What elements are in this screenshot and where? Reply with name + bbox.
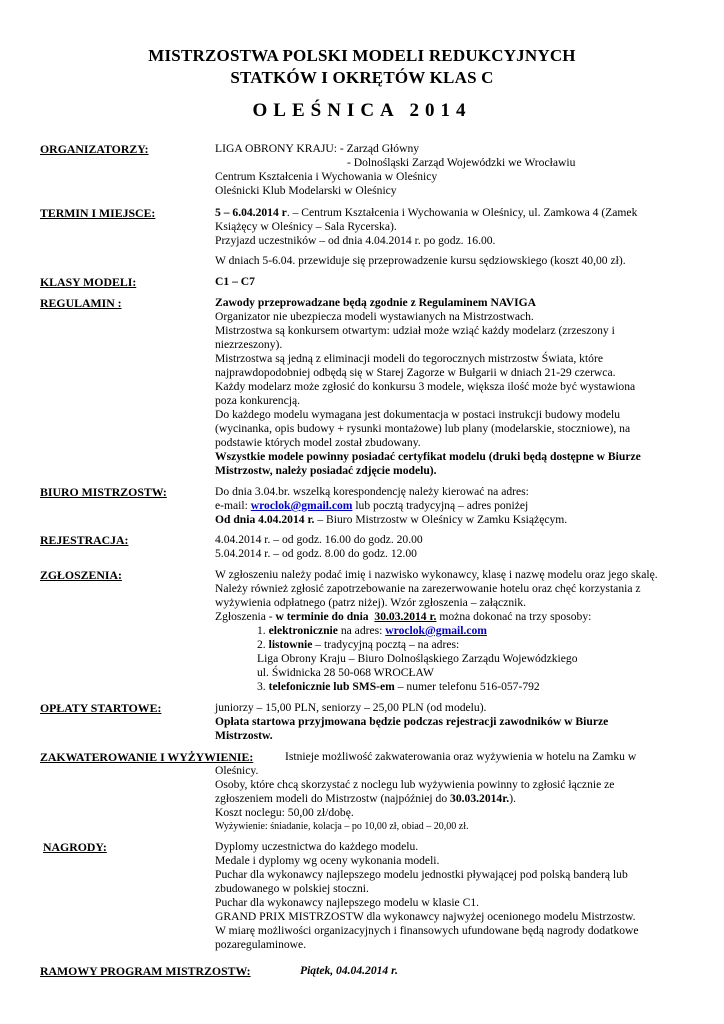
method-2-title: listownie bbox=[268, 638, 313, 651]
accommodation-line-4 bbox=[215, 792, 516, 806]
accommodation-line-1: Istnieje możliwość zakwaterowania oraz wyżywienia w hotelu na Zamku w bbox=[285, 750, 637, 763]
awards-line: Puchar dla wykonawcy najlepszego modelu w klasie C1. bbox=[215, 896, 480, 909]
fees-line-2: Opłata startowa przyjmowana będzie podczas rejestracji zawodników w Biurze bbox=[215, 715, 609, 728]
postal-address-line-1: Liga Obrony Kraju – Biuro Dolnośląskiego Zarządu Wojewódzkiego bbox=[257, 652, 578, 665]
awards-line: Puchar dla wykonawcy najlepszego modelu jednostki pływającej pod polską banderą lub bbox=[215, 868, 628, 881]
program-label: RAMOWY PROGRAM MISTRZOSTW: bbox=[40, 964, 251, 978]
fees-label: OPŁATY STARTOWE: bbox=[40, 701, 162, 715]
applications-line-1: W zgłoszeniu należy podać imię i nazwisko wykonawcy, klasę i nazwę modelu oraz jego skalę. bbox=[215, 568, 658, 581]
fees-line-1: juniorzy – 15,00 PLN, seniorzy – 25,00 PLN (od modelu). bbox=[215, 701, 487, 714]
applications-line-3: wyżywienia odpłatnego (patrz niżej). Wzór zgłoszenia – załącznik. bbox=[215, 596, 527, 609]
method-1-email-link[interactable]: wroclok@gmail.com bbox=[385, 624, 487, 637]
term-line-4: W dniach 5-6.04. przewiduje się przeprowadzenie kursu sędziowskiego (koszt 40,00 zł). bbox=[215, 254, 626, 267]
registration-line-1: 4.04.2014 r. – od godz. 16.00 do godz. 20.00 bbox=[215, 533, 423, 546]
term-line-2: Książęcy w Oleśnicy – Sala Rycerska). bbox=[215, 220, 397, 233]
accommodation-deadline: 30.03.2014r. bbox=[450, 792, 510, 805]
applications-deadline-label: w terminie do dnia bbox=[275, 610, 369, 623]
method-1 bbox=[257, 624, 487, 638]
rules-line: Do każdego modelu wymagana jest dokumentacja w postaci instrukcji budowy modelu bbox=[215, 408, 621, 421]
rules-line: podstawie których model został zbudowany. bbox=[215, 436, 421, 449]
applications-line-4-pre: Zgłoszenia - bbox=[215, 610, 276, 623]
postal-address-line-2: ul. Świdnicka 28 50-068 WROCŁAW bbox=[257, 666, 434, 679]
applications-line-4 bbox=[215, 610, 591, 624]
organizers-line-1: LIGA OBRONY KRAJU: - Zarząd Główny bbox=[215, 142, 420, 155]
office-line-2 bbox=[215, 499, 528, 513]
applications-line-4-post: można dokonać na trzy sposoby: bbox=[436, 610, 592, 623]
term-date: 5 – 6.04.2014 r bbox=[215, 206, 287, 219]
organizers-line-3: Centrum Kształcenia i Wychowania w Oleśnicy bbox=[215, 170, 438, 183]
rules-line: Mistrzostw, należy posiadać zdjęcie modelu). bbox=[215, 464, 437, 477]
registration-line-2: 5.04.2014 r. – od godz. 8.00 do godz. 12.00 bbox=[215, 547, 417, 560]
method-1-rest: na adres: bbox=[337, 624, 386, 637]
rules-line: Wszystkie modele powinny posiadać certyfikat modelu (druki będą dostępne w Biurze bbox=[215, 450, 641, 463]
office-line-2-rest: lub pocztą tradycyjną – adres poniżej bbox=[352, 499, 529, 512]
awards-line: zbudowanego w polskiej stoczni. bbox=[215, 882, 369, 895]
rules-line: Organizator nie ubezpiecza modeli wystawianych na Mistrzostwach. bbox=[215, 310, 534, 323]
office-date: Od dnia 4.04.2014 r. bbox=[215, 513, 315, 526]
title-line-2: STATKÓW I OKRĘTÓW KLAS C bbox=[230, 68, 494, 87]
accommodation-label: ZAKWATEROWANIE I WYŻYWIENIE: bbox=[40, 750, 254, 764]
method-1-title: elektronicznie bbox=[268, 624, 338, 637]
classes-value: C1 – C7 bbox=[215, 275, 255, 288]
applications-line-2: Należy również zgłosić zapotrzebowanie na zarezerwowanie hotelu oraz chęć korzystania z bbox=[215, 582, 641, 595]
accommodation-line-6: Wyżywienie: śniadanie, kolacja – po 10,00 zł, obiad – 20,00 zł. bbox=[215, 821, 469, 832]
accommodation-line-2: Oleśnicy. bbox=[215, 764, 259, 777]
term-line-1 bbox=[215, 206, 637, 220]
method-3 bbox=[257, 680, 540, 694]
rules-line: Mistrzostwa są konkursem otwartym: udział może wziąć każdy modelarz (zrzeszony i bbox=[215, 324, 615, 337]
awards-label: NAGRODY: bbox=[43, 840, 107, 854]
rules-line: (wycinanka, opis budowy + rysunki montażowe) lub plany (modelarskie, stoczniowe), na bbox=[215, 422, 631, 435]
method-3-rest: – numer telefonu 516-057-792 bbox=[394, 680, 540, 693]
title-line-3: OLEŚNICA 2014 bbox=[252, 100, 472, 121]
awards-line: Medale i dyplomy wg oceny wykonania modeli. bbox=[215, 854, 440, 867]
method-2 bbox=[257, 638, 459, 652]
term-line-3: Przyjazd uczestników – od dnia 4.04.2014 r. po godz. 16.00. bbox=[215, 234, 496, 247]
awards-line: W miarę możliwości organizacyjnych i finansowych ufundowane będą nagrody dodatkowe bbox=[215, 924, 639, 937]
applications-label: ZGŁOSZENIA: bbox=[40, 568, 122, 582]
rules-line: Każdy modelarz może zgłosić do konkursu 3 modele, większa ilość może być wystawiona bbox=[215, 380, 636, 393]
term-label: TERMIN I MIEJSCE: bbox=[40, 206, 156, 220]
accommodation-line-4-post: ). bbox=[509, 792, 516, 805]
organizers-line-2: - Dolnośląski Zarząd Wojewódzki we Wrocławiu bbox=[347, 156, 576, 169]
accommodation-line-3: Osoby, które chcą skorzystać z noclegu lub wyżywienia powinny to zgłosić łącznie ze bbox=[215, 778, 615, 791]
registration-label: REJESTRACJA: bbox=[40, 533, 129, 547]
method-1-num: 1. bbox=[257, 624, 269, 637]
program-day: Piątek, 04.04.2014 r. bbox=[300, 964, 398, 977]
rules-line: poza konkurencją. bbox=[215, 394, 300, 407]
rules-line: niezrzeszony). bbox=[215, 338, 283, 351]
awards-line: pozaregulaminowe. bbox=[215, 938, 307, 951]
method-2-rest: – tradycyjną pocztą – na adres: bbox=[312, 638, 460, 651]
organizers-label: ORGANIZATORZY: bbox=[40, 142, 149, 156]
method-3-title: telefonicznie lub SMS-em bbox=[268, 680, 395, 693]
awards-line: GRAND PRIX MISTRZOSTW dla wykonawcy najwyżej ocenionego modelu Mistrzostw. bbox=[215, 910, 636, 923]
office-line-1: Do dnia 3.04.br. wszelką korespondencję należy kierować na adres: bbox=[215, 485, 529, 498]
rules-line: Zawody przeprowadzane będą zgodnie z Regulaminem NAVIGA bbox=[215, 296, 536, 309]
office-label: BIURO MISTRZOSTW: bbox=[40, 485, 167, 499]
rules-label: REGULAMIN : bbox=[40, 296, 122, 310]
office-line-3 bbox=[215, 513, 567, 527]
rules-line: Mistrzostwa są jedną z eliminacji modeli do tegorocznych mistrzostw Świata, które bbox=[215, 352, 603, 365]
method-2-num: 2. bbox=[257, 638, 269, 651]
organizers-line-4: Oleśnicki Klub Modelarski w Oleśnicy bbox=[215, 184, 397, 197]
awards-line: Dyplomy uczestnictwa do każdego modelu. bbox=[215, 840, 419, 853]
term-line-1-rest: . – Centrum Kształcenia i Wychowania w Oleśnicy, ul. Zamkowa 4 (Zamek bbox=[286, 206, 638, 219]
fees-line-3: Mistrzostw. bbox=[215, 729, 273, 742]
method-3-num: 3. bbox=[257, 680, 269, 693]
office-email-prefix: e-mail: bbox=[215, 499, 251, 512]
applications-deadline-date: 30.03.2014 r. bbox=[374, 610, 437, 623]
title-line-1: MISTRZOSTWA POLSKI MODELI REDUKCYJNYCH bbox=[148, 46, 576, 65]
accommodation-line-4-pre: zgłoszeniem modeli do Mistrzostw (najpóźniej do bbox=[215, 792, 451, 805]
office-email-link[interactable]: wroclok@gmail.com bbox=[250, 499, 353, 512]
accommodation-line-5: Koszt noclegu: 50,00 zł/dobę. bbox=[215, 806, 354, 819]
rules-line: najprawdopodobniej odbędą się w Starej Zagorze w Bułgarii w dniach 21-29 czerwca. bbox=[215, 366, 616, 379]
classes-label: KLASY MODELI: bbox=[40, 275, 137, 289]
office-line-3-rest: – Biuro Mistrzostw w Oleśnicy w Zamku Książęcym. bbox=[314, 513, 568, 526]
